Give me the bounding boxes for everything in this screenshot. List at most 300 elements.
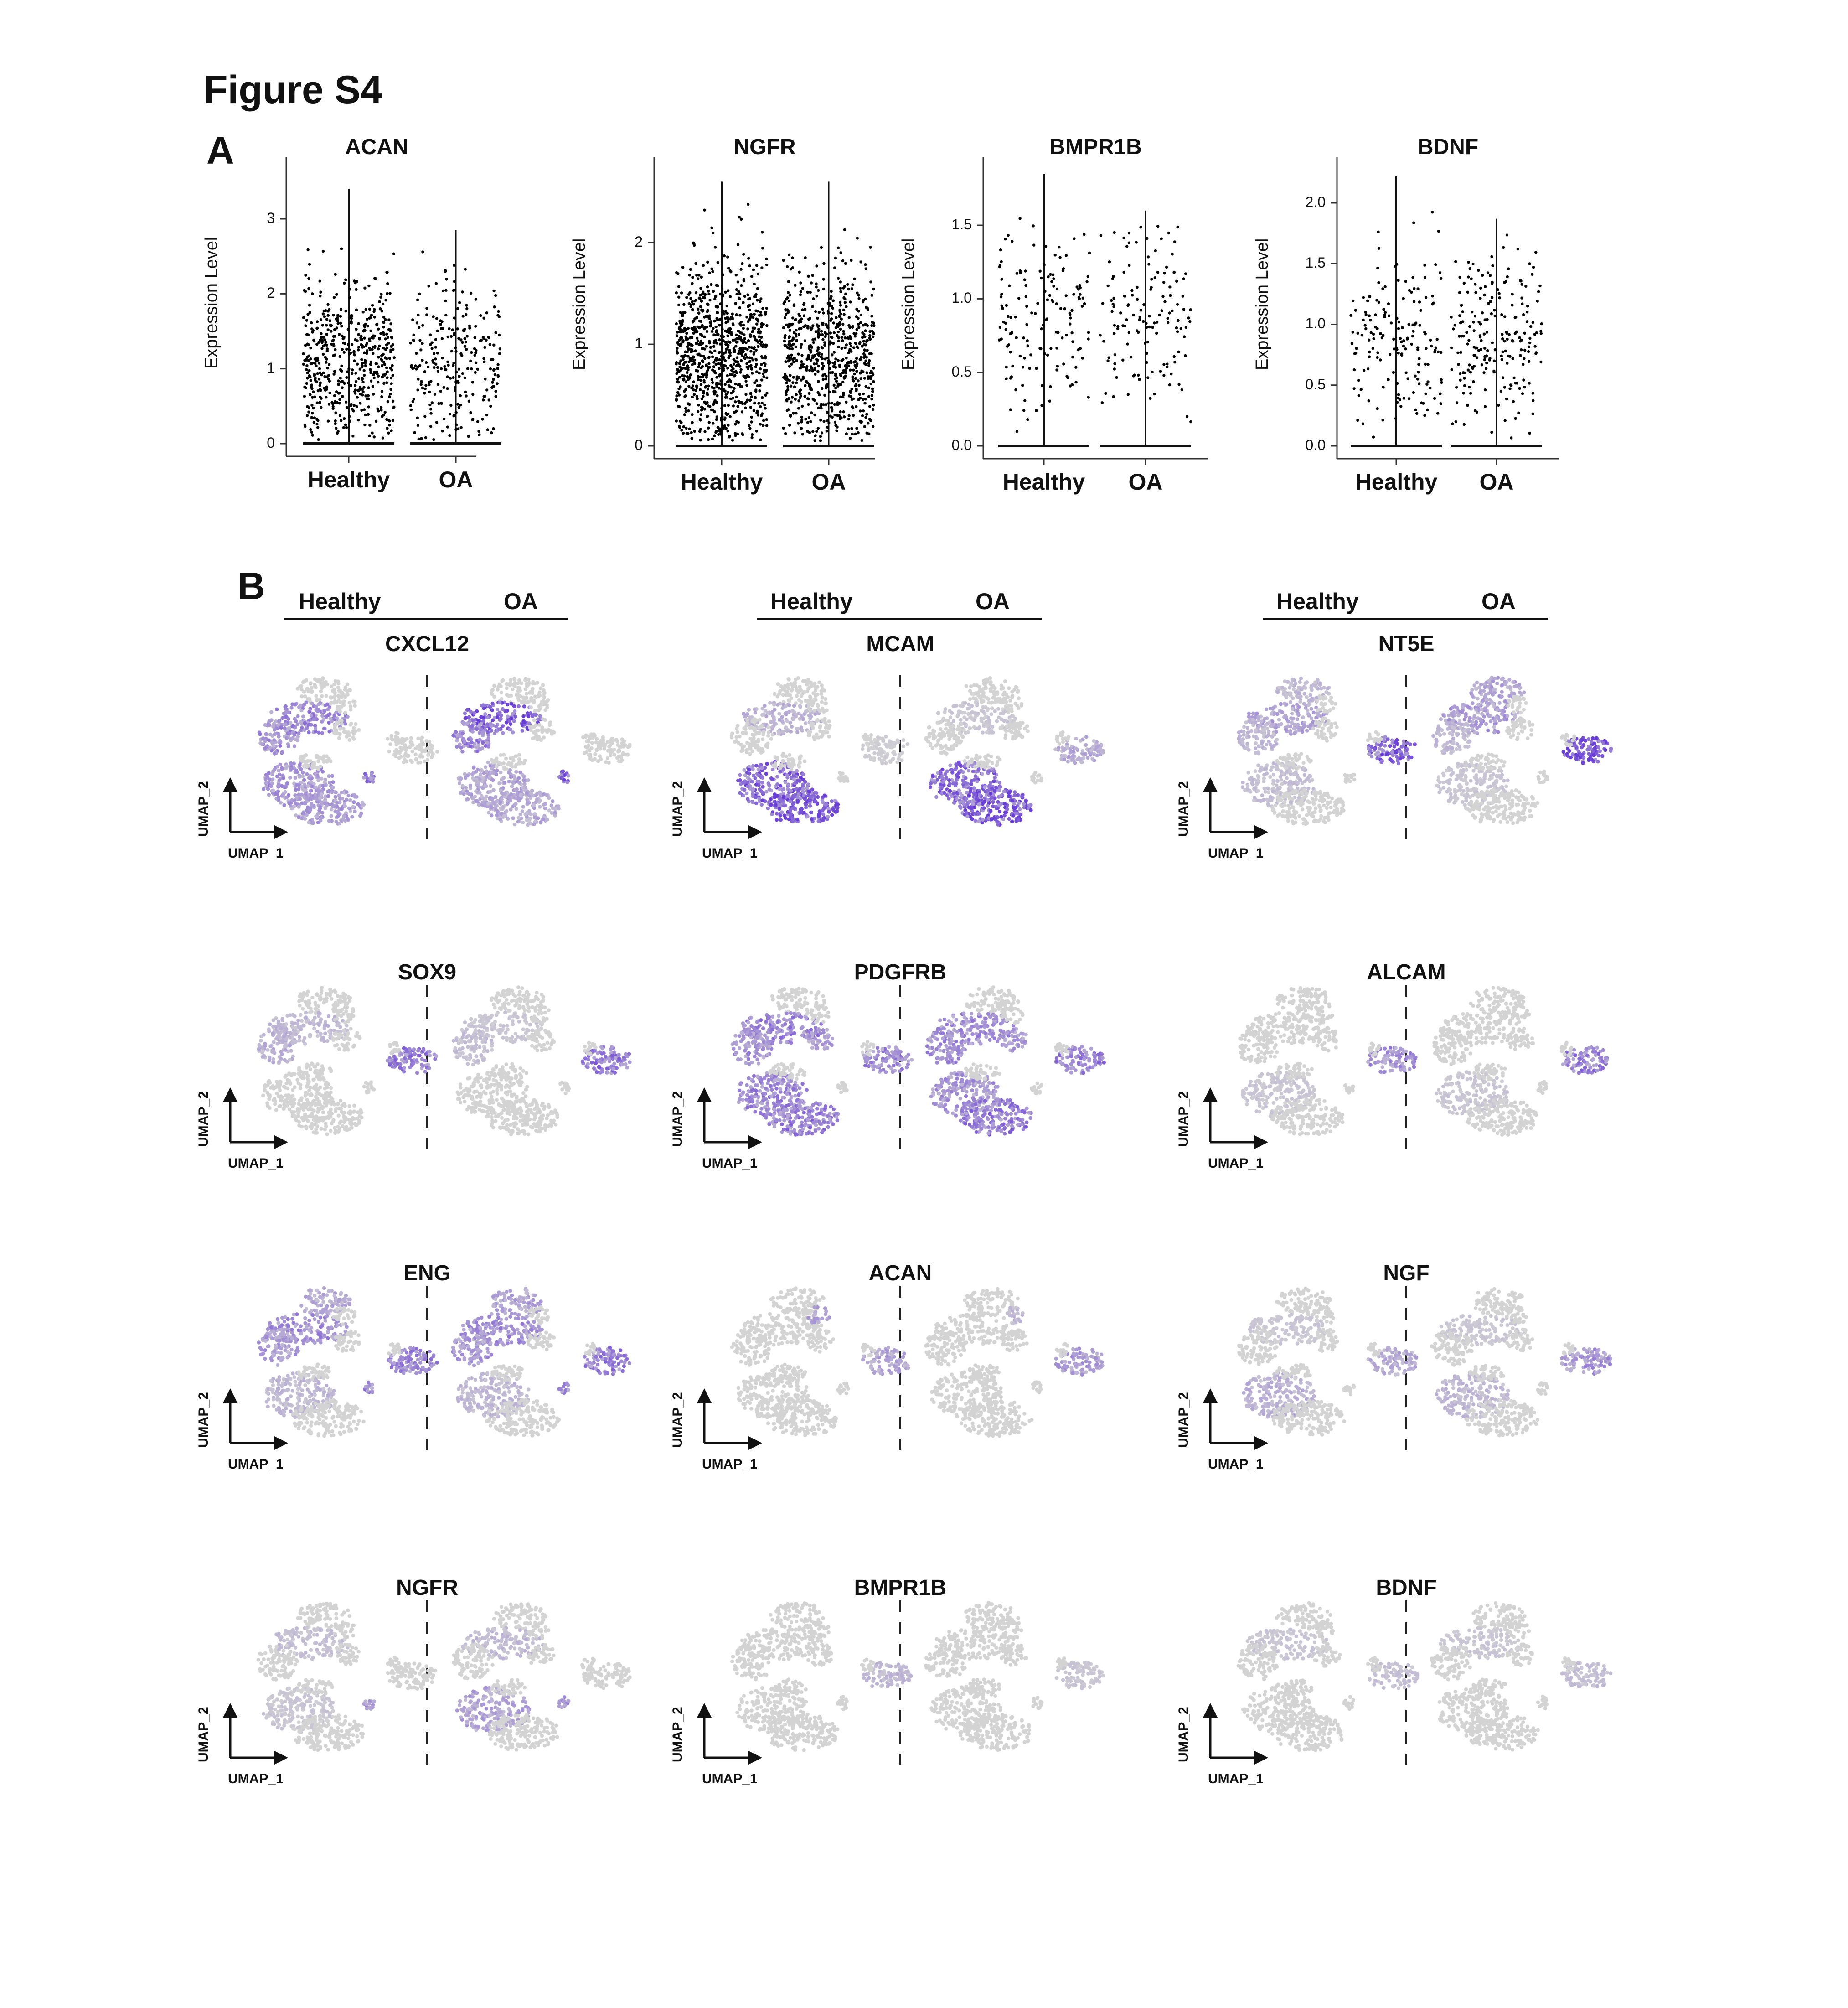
umap-cell bbox=[266, 775, 269, 778]
umap-cell bbox=[502, 753, 506, 756]
umap-cell bbox=[595, 737, 599, 740]
umap-cell bbox=[327, 730, 331, 733]
umap-cell bbox=[334, 795, 337, 799]
umap-cell bbox=[543, 802, 547, 806]
umap-cell bbox=[526, 801, 529, 805]
umap-cell bbox=[299, 704, 302, 707]
umap-cell bbox=[298, 775, 301, 778]
y-axis-title: Expression Level bbox=[899, 238, 919, 370]
umap-cell bbox=[506, 762, 510, 766]
umap-cell bbox=[593, 757, 597, 761]
umap-cell bbox=[411, 750, 414, 753]
umap-cell bbox=[545, 793, 548, 797]
umap-cell bbox=[478, 748, 482, 751]
umap-cell bbox=[502, 776, 506, 780]
umap-cell bbox=[295, 739, 299, 742]
umap-cell bbox=[330, 774, 334, 778]
umap-cell bbox=[543, 718, 547, 722]
umap-cell bbox=[284, 785, 288, 789]
umap-cell bbox=[331, 804, 335, 808]
umap-cell bbox=[501, 806, 505, 810]
umap-cell bbox=[550, 811, 553, 815]
umap-cell bbox=[277, 769, 280, 772]
umap-cell bbox=[467, 715, 471, 719]
umap-cell bbox=[497, 781, 501, 785]
umap-cell bbox=[475, 781, 479, 784]
umap-cell bbox=[470, 724, 474, 727]
umap-cell bbox=[486, 761, 490, 764]
umap-cell bbox=[310, 702, 314, 705]
umap-cell bbox=[609, 753, 612, 757]
umap-cell bbox=[507, 771, 511, 774]
umap-cell bbox=[325, 759, 328, 762]
umap-cell bbox=[463, 711, 467, 715]
umap-cell bbox=[529, 690, 532, 694]
umap-cell bbox=[492, 684, 496, 688]
umap-cell bbox=[514, 770, 518, 774]
umap-cell bbox=[336, 732, 340, 735]
umap-cell bbox=[305, 727, 308, 730]
umap-cell bbox=[552, 730, 556, 734]
umap-cell bbox=[269, 784, 273, 788]
umap-cell bbox=[363, 772, 367, 776]
umap-cell bbox=[469, 787, 472, 790]
umap-cell bbox=[545, 818, 549, 821]
umap-cell bbox=[464, 716, 468, 720]
umap-cell bbox=[319, 689, 323, 693]
y-tick-label: 0.0 bbox=[1271, 437, 1326, 454]
umap-cell bbox=[305, 772, 309, 776]
umap-cell bbox=[484, 765, 487, 769]
umap-cell bbox=[533, 694, 537, 698]
umap-cell bbox=[264, 732, 268, 736]
umap-cell bbox=[490, 766, 494, 770]
umap-cell bbox=[461, 731, 465, 735]
umap-cell bbox=[501, 707, 505, 711]
umap-cell bbox=[464, 786, 468, 789]
umap-cell bbox=[466, 797, 470, 801]
umap-cell bbox=[352, 793, 356, 797]
umap-cell bbox=[495, 813, 499, 817]
umap-cell bbox=[557, 807, 560, 810]
umap-cell bbox=[293, 798, 296, 802]
group-label-healthy: Healthy bbox=[1276, 588, 1359, 615]
umap-cell bbox=[531, 736, 534, 740]
umap-cell bbox=[512, 704, 516, 708]
umap-cell bbox=[408, 745, 412, 749]
umap-cell bbox=[596, 759, 600, 763]
umap-cell bbox=[318, 701, 322, 705]
umap-cell bbox=[264, 781, 268, 785]
umap-cell bbox=[499, 714, 503, 717]
umap-cell bbox=[282, 803, 286, 807]
umap-cell bbox=[330, 786, 333, 789]
umap-cell bbox=[490, 708, 494, 712]
umap-cell bbox=[296, 735, 300, 739]
umap-cell bbox=[481, 741, 485, 745]
umap-cell bbox=[354, 722, 357, 726]
umap-cell bbox=[478, 791, 481, 795]
umap-cell bbox=[270, 740, 274, 744]
x-category-label: OA bbox=[1086, 469, 1205, 495]
umap-cell bbox=[294, 776, 297, 780]
umap-cell bbox=[353, 809, 356, 813]
umap-cell bbox=[501, 731, 505, 735]
umap-cell bbox=[511, 816, 515, 820]
umap-cell bbox=[271, 769, 275, 773]
umap-cell bbox=[324, 783, 328, 787]
umap-cell bbox=[486, 736, 490, 740]
umap-cell bbox=[541, 683, 545, 687]
umap-cell bbox=[488, 705, 492, 709]
umap-cell bbox=[479, 772, 482, 776]
umap-cell bbox=[289, 721, 292, 725]
umap-cell bbox=[320, 777, 323, 781]
umap-cell bbox=[311, 821, 315, 825]
umap-cell bbox=[345, 798, 348, 802]
umap-cell bbox=[399, 755, 403, 759]
umap-cell bbox=[472, 766, 475, 770]
chart-title: NGFR bbox=[651, 135, 879, 160]
umap-cell bbox=[609, 740, 612, 743]
umap-cell bbox=[299, 684, 303, 688]
y-tick-label: 1.0 bbox=[917, 290, 972, 306]
umap-cell bbox=[616, 743, 619, 747]
umap-cell bbox=[343, 730, 347, 734]
umap-cell bbox=[545, 703, 549, 707]
umap-cell bbox=[299, 767, 303, 771]
umap-cell bbox=[271, 789, 275, 792]
umap-cell bbox=[455, 739, 459, 742]
umap-cell bbox=[309, 789, 313, 792]
umap-cell bbox=[309, 807, 312, 810]
umap-cell bbox=[509, 807, 512, 811]
umap-cell bbox=[302, 690, 306, 693]
umap-cell bbox=[455, 745, 459, 749]
umap-cell bbox=[543, 807, 547, 810]
umap-cell bbox=[514, 754, 517, 758]
x-category-label: OA bbox=[769, 469, 888, 495]
umap-cell bbox=[532, 713, 536, 717]
umap-cell bbox=[278, 744, 282, 748]
umap-cell bbox=[332, 731, 336, 735]
umap-cell bbox=[505, 686, 508, 690]
umap-cell bbox=[542, 695, 546, 699]
umap-cell bbox=[538, 791, 542, 794]
umap-cell bbox=[330, 790, 334, 794]
umap-cell bbox=[341, 797, 344, 800]
umap-cell bbox=[392, 753, 396, 756]
umap-cell bbox=[288, 776, 292, 780]
umap-cell bbox=[472, 711, 476, 715]
umap-cell bbox=[323, 778, 327, 781]
umap-cell bbox=[353, 700, 356, 704]
umap-cell bbox=[536, 816, 540, 820]
umap-cell bbox=[519, 790, 523, 793]
umap-cell bbox=[603, 743, 607, 746]
umap-cell bbox=[510, 784, 514, 788]
umap-cell bbox=[416, 745, 419, 749]
umap-cell bbox=[523, 678, 527, 682]
umap-cell bbox=[347, 807, 351, 810]
umap-cell bbox=[502, 814, 506, 818]
umap-cell bbox=[500, 691, 503, 694]
umap-cell bbox=[409, 736, 413, 740]
umap-cell bbox=[277, 723, 280, 726]
umap-cell bbox=[527, 714, 530, 718]
umap-cell bbox=[262, 787, 265, 791]
umap-cell bbox=[537, 694, 541, 698]
umap-cell bbox=[333, 699, 336, 703]
umap-cell bbox=[338, 822, 341, 825]
umap-cell bbox=[315, 774, 319, 777]
umap-cell bbox=[585, 750, 588, 754]
umap-cell bbox=[301, 774, 305, 778]
umap-cell bbox=[280, 767, 284, 771]
umap-cell bbox=[320, 694, 324, 698]
umap-cell bbox=[597, 743, 600, 747]
umap-cell bbox=[297, 805, 300, 809]
umap-cell bbox=[615, 756, 619, 760]
umap-cell bbox=[519, 761, 523, 765]
umap-cell bbox=[416, 761, 420, 765]
umap-cell bbox=[517, 781, 521, 784]
umap-cell bbox=[299, 781, 303, 784]
umap-cell bbox=[485, 741, 489, 745]
umap-cell bbox=[258, 732, 262, 736]
group-label-healthy: Healthy bbox=[299, 588, 381, 615]
umap-cell bbox=[516, 820, 520, 823]
umap-cell bbox=[329, 695, 332, 699]
y-tick-label: 0.5 bbox=[917, 363, 972, 380]
umap-cell bbox=[267, 793, 271, 797]
umap-cell bbox=[490, 813, 493, 817]
umap-cell bbox=[626, 745, 630, 749]
umap-cell bbox=[351, 729, 355, 733]
umap-cell bbox=[525, 812, 529, 815]
umap-cell bbox=[346, 689, 349, 693]
umap-cell bbox=[481, 731, 485, 735]
umap-cell bbox=[357, 728, 361, 732]
umap-cell bbox=[393, 737, 397, 741]
umap-cell bbox=[535, 798, 538, 802]
umap-cell bbox=[498, 701, 501, 704]
umap-cell bbox=[516, 693, 520, 697]
umap-cell bbox=[318, 698, 321, 702]
umap-cell bbox=[349, 704, 352, 708]
umap-cell bbox=[269, 710, 273, 714]
umap-cell bbox=[516, 682, 520, 685]
umap-cell bbox=[315, 815, 319, 818]
umap-cell bbox=[595, 749, 599, 752]
umap-cell bbox=[459, 776, 463, 780]
umap-cell bbox=[307, 710, 311, 714]
umap-cell bbox=[414, 753, 418, 756]
umap-cell bbox=[521, 786, 525, 790]
umap-cell bbox=[491, 688, 495, 692]
panel-label-b: B bbox=[237, 564, 265, 608]
umap-cell bbox=[315, 709, 319, 713]
umap-cell bbox=[268, 746, 272, 750]
umap-cell bbox=[290, 725, 294, 728]
umap-cell bbox=[475, 799, 479, 802]
y-tick-label: 0 bbox=[220, 435, 275, 451]
umap-cell bbox=[505, 809, 508, 813]
umap-cell bbox=[539, 794, 542, 797]
umap-cell bbox=[310, 803, 313, 807]
umap-cell bbox=[498, 818, 502, 821]
umap-cell bbox=[467, 792, 471, 796]
umap-cell bbox=[461, 784, 465, 788]
umap-cell bbox=[560, 776, 563, 780]
umap-cell bbox=[518, 797, 522, 801]
umap-cell bbox=[548, 720, 552, 724]
umap-cell bbox=[348, 738, 351, 742]
umap-cell bbox=[589, 746, 593, 750]
umap-cell bbox=[500, 697, 503, 701]
arrow-head-icon bbox=[223, 777, 237, 792]
umap-cell bbox=[275, 708, 279, 711]
umap-cell bbox=[284, 722, 287, 726]
umap-cell bbox=[305, 765, 309, 768]
umap-cell bbox=[403, 754, 406, 758]
umap-cell bbox=[480, 794, 483, 798]
umap-cell bbox=[495, 765, 498, 768]
umap-cell bbox=[353, 704, 356, 708]
umap-cell bbox=[351, 805, 355, 809]
umap-cell bbox=[318, 796, 322, 800]
umap-cell bbox=[534, 709, 537, 713]
umap-cell bbox=[588, 737, 592, 740]
umap-cell bbox=[280, 784, 284, 788]
umap-cell bbox=[602, 739, 605, 742]
umap-cell bbox=[539, 820, 542, 824]
umap-cell bbox=[345, 790, 348, 794]
umap-cell bbox=[279, 740, 282, 744]
umap-cell bbox=[421, 755, 424, 759]
y-axis-title: Expression Level bbox=[202, 237, 222, 369]
umap-cell bbox=[618, 749, 621, 753]
umap-cell bbox=[403, 739, 407, 742]
umap-cell bbox=[521, 821, 525, 824]
umap-cell bbox=[313, 677, 317, 681]
umap-cell bbox=[327, 819, 331, 823]
umap-cell bbox=[346, 715, 349, 719]
umap-cell bbox=[298, 763, 301, 767]
umap-cell bbox=[293, 703, 297, 706]
group-label-oa: OA bbox=[504, 588, 538, 615]
umap-cell bbox=[483, 712, 487, 716]
umap-cell bbox=[509, 678, 512, 682]
umap-cell bbox=[522, 778, 526, 782]
umap-cell bbox=[360, 804, 364, 808]
umap-cell bbox=[312, 761, 316, 765]
umap-cell bbox=[328, 712, 331, 716]
umap-cell bbox=[609, 748, 613, 751]
umap-cell bbox=[287, 727, 290, 730]
umap-cell bbox=[517, 688, 521, 691]
umap-cell bbox=[337, 736, 341, 740]
umap-cell bbox=[512, 677, 516, 680]
umap-cell bbox=[470, 772, 474, 776]
umap-cell bbox=[338, 727, 342, 730]
umap-cell bbox=[358, 814, 362, 818]
umap-cell bbox=[301, 680, 305, 684]
umap-cell bbox=[313, 684, 317, 688]
umap-cell bbox=[503, 781, 506, 784]
umap-cell bbox=[320, 731, 324, 735]
umap-cell bbox=[624, 753, 627, 756]
umap-cell bbox=[511, 683, 515, 686]
umap-cell bbox=[337, 793, 341, 797]
umap-cell bbox=[322, 684, 326, 688]
chart-title: ACAN bbox=[263, 135, 491, 160]
umap-cell bbox=[495, 769, 499, 772]
umap-cell bbox=[593, 752, 597, 756]
umap-cell bbox=[333, 694, 336, 698]
umap-cell bbox=[335, 721, 338, 725]
umap-cell bbox=[283, 790, 287, 794]
umap-cell bbox=[310, 714, 313, 717]
umap-cell bbox=[540, 730, 544, 734]
umap-cell bbox=[260, 742, 264, 746]
umap-cell bbox=[481, 776, 485, 779]
group-label-oa: OA bbox=[1481, 588, 1516, 615]
umap-cell bbox=[615, 740, 619, 743]
umap-cell bbox=[529, 728, 532, 732]
umap-cell bbox=[490, 729, 493, 732]
umap-cell bbox=[430, 746, 434, 750]
umap-cell bbox=[414, 758, 418, 761]
umap-cell bbox=[350, 815, 354, 818]
umap-cell bbox=[326, 794, 330, 798]
umap-cell bbox=[320, 720, 324, 724]
umap-cell bbox=[538, 805, 542, 808]
umap-cell bbox=[340, 705, 343, 709]
umap-cell bbox=[485, 769, 488, 773]
umap-cell bbox=[338, 709, 342, 713]
umap-cell bbox=[420, 736, 424, 740]
umap-cell bbox=[278, 773, 281, 776]
umap-cell bbox=[477, 803, 480, 807]
umap-cell bbox=[343, 711, 347, 714]
umap-cell bbox=[276, 732, 280, 735]
umap-cell bbox=[487, 811, 490, 814]
umap-cell bbox=[525, 791, 528, 795]
umap-cell bbox=[500, 679, 504, 683]
umap-cell bbox=[320, 714, 324, 718]
arrow-head-icon bbox=[274, 825, 288, 839]
umap-cell bbox=[301, 811, 305, 815]
umap-cell bbox=[263, 747, 267, 750]
y-tick-label: 1.0 bbox=[1271, 315, 1326, 332]
umap-cell bbox=[322, 754, 326, 758]
umap-cell bbox=[565, 780, 569, 784]
chart-title: BMPR1B bbox=[982, 135, 1210, 160]
umap-cell bbox=[326, 790, 330, 793]
umap-cell bbox=[285, 781, 289, 785]
umap-cell bbox=[516, 791, 520, 794]
umap-cell bbox=[316, 759, 320, 763]
umap-cell bbox=[416, 737, 420, 740]
umap-cell bbox=[346, 794, 350, 797]
umap-cell bbox=[296, 714, 299, 718]
y-tick-label: 1.5 bbox=[917, 216, 972, 233]
umap-cell bbox=[313, 792, 317, 796]
umap-cell bbox=[339, 691, 343, 694]
umap-cell bbox=[503, 792, 507, 796]
umap-cell bbox=[286, 731, 289, 735]
